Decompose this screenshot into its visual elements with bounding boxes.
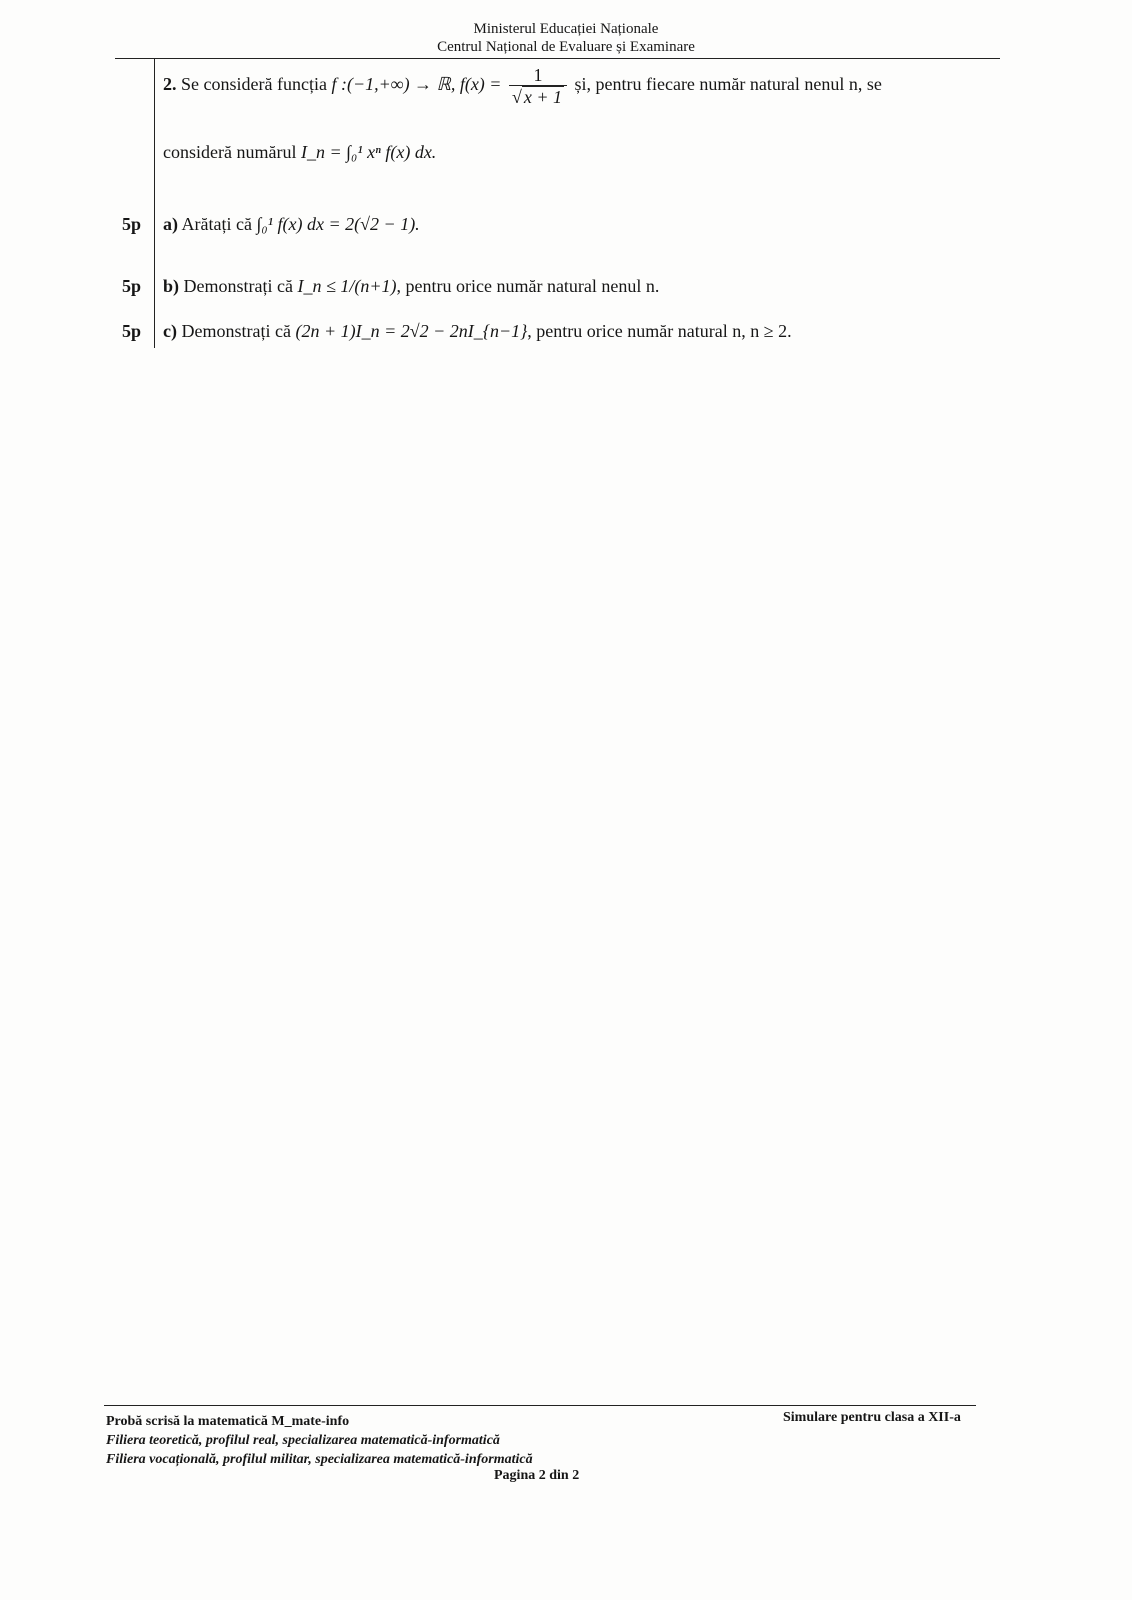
page-number: Pagina 2 din 2: [494, 1468, 580, 1483]
page-header: [0, 20, 1132, 56]
item-b-text: Demonstrați că: [183, 276, 293, 296]
item-b-formula: I_n ≤ 1/(n+1): [297, 276, 397, 296]
item-a: [163, 214, 420, 235]
header-center: Centrul Național de Evaluare și Examinare: [437, 39, 695, 55]
problem-intro-tail: și, pentru fiecare număr natural nenul n, se: [574, 74, 882, 95]
header-ministry: Ministerul Educației Naționale: [473, 21, 659, 37]
problem-number: 2.: [163, 74, 177, 95]
item-a-text: Arătați că: [181, 214, 252, 234]
points-b: 5p: [122, 276, 142, 296]
footer-track-vocational: Filiera vocațională, profilul militar, specializarea matematică-informatică: [106, 1452, 533, 1467]
problem-statement-line2: [163, 142, 436, 163]
problem-statement-line1: [163, 66, 882, 106]
problem-line2-text: consideră numărul: [163, 142, 297, 162]
points-c: 5p: [122, 321, 142, 341]
item-c: [163, 321, 792, 342]
function-definition: f :(−1,+∞) → ℝ, f(x) =: [331, 74, 502, 95]
item-a-label: a): [163, 214, 178, 234]
item-b-label: b): [163, 276, 180, 296]
item-a-formula: ∫₀¹ f(x) dx = 2(√2 − 1).: [256, 214, 420, 234]
points-a: 5p: [122, 214, 142, 234]
item-c-formula: (2n + 1)I_n = 2√2 − 2nI_{n−1}: [295, 321, 528, 341]
footer-divider: [104, 1405, 976, 1406]
item-c-text: Demonstrați că: [181, 321, 291, 341]
item-b-tail: , pentru orice număr natural nenul n.: [396, 276, 660, 296]
footer-info: [106, 1412, 533, 1469]
footer-simulation-label: Simulare pentru clasa a XII-a: [783, 1410, 961, 1425]
problem-intro: Se consideră funcția: [181, 74, 327, 95]
sqrt-symbol: √ x + 1: [511, 87, 562, 107]
function-fraction: [509, 66, 567, 106]
fraction-denominator: [509, 85, 567, 106]
header-divider: [115, 58, 1000, 59]
footer-track-theoretical: Filiera teoretică, profilul real, specializarea matematică-informatică: [106, 1433, 500, 1448]
fraction-numerator: 1: [533, 65, 543, 85]
item-c-label: c): [163, 321, 177, 341]
item-c-tail: , pentru orice număr natural n, n ≥ 2.: [527, 321, 792, 341]
points-margin-divider: [154, 58, 155, 348]
item-b: [163, 276, 659, 297]
sequence-definition: I_n = ∫₀¹ xⁿ f(x) dx.: [300, 142, 437, 162]
footer-exam-title: Probă scrisă la matematică M_mate-info: [106, 1414, 350, 1429]
